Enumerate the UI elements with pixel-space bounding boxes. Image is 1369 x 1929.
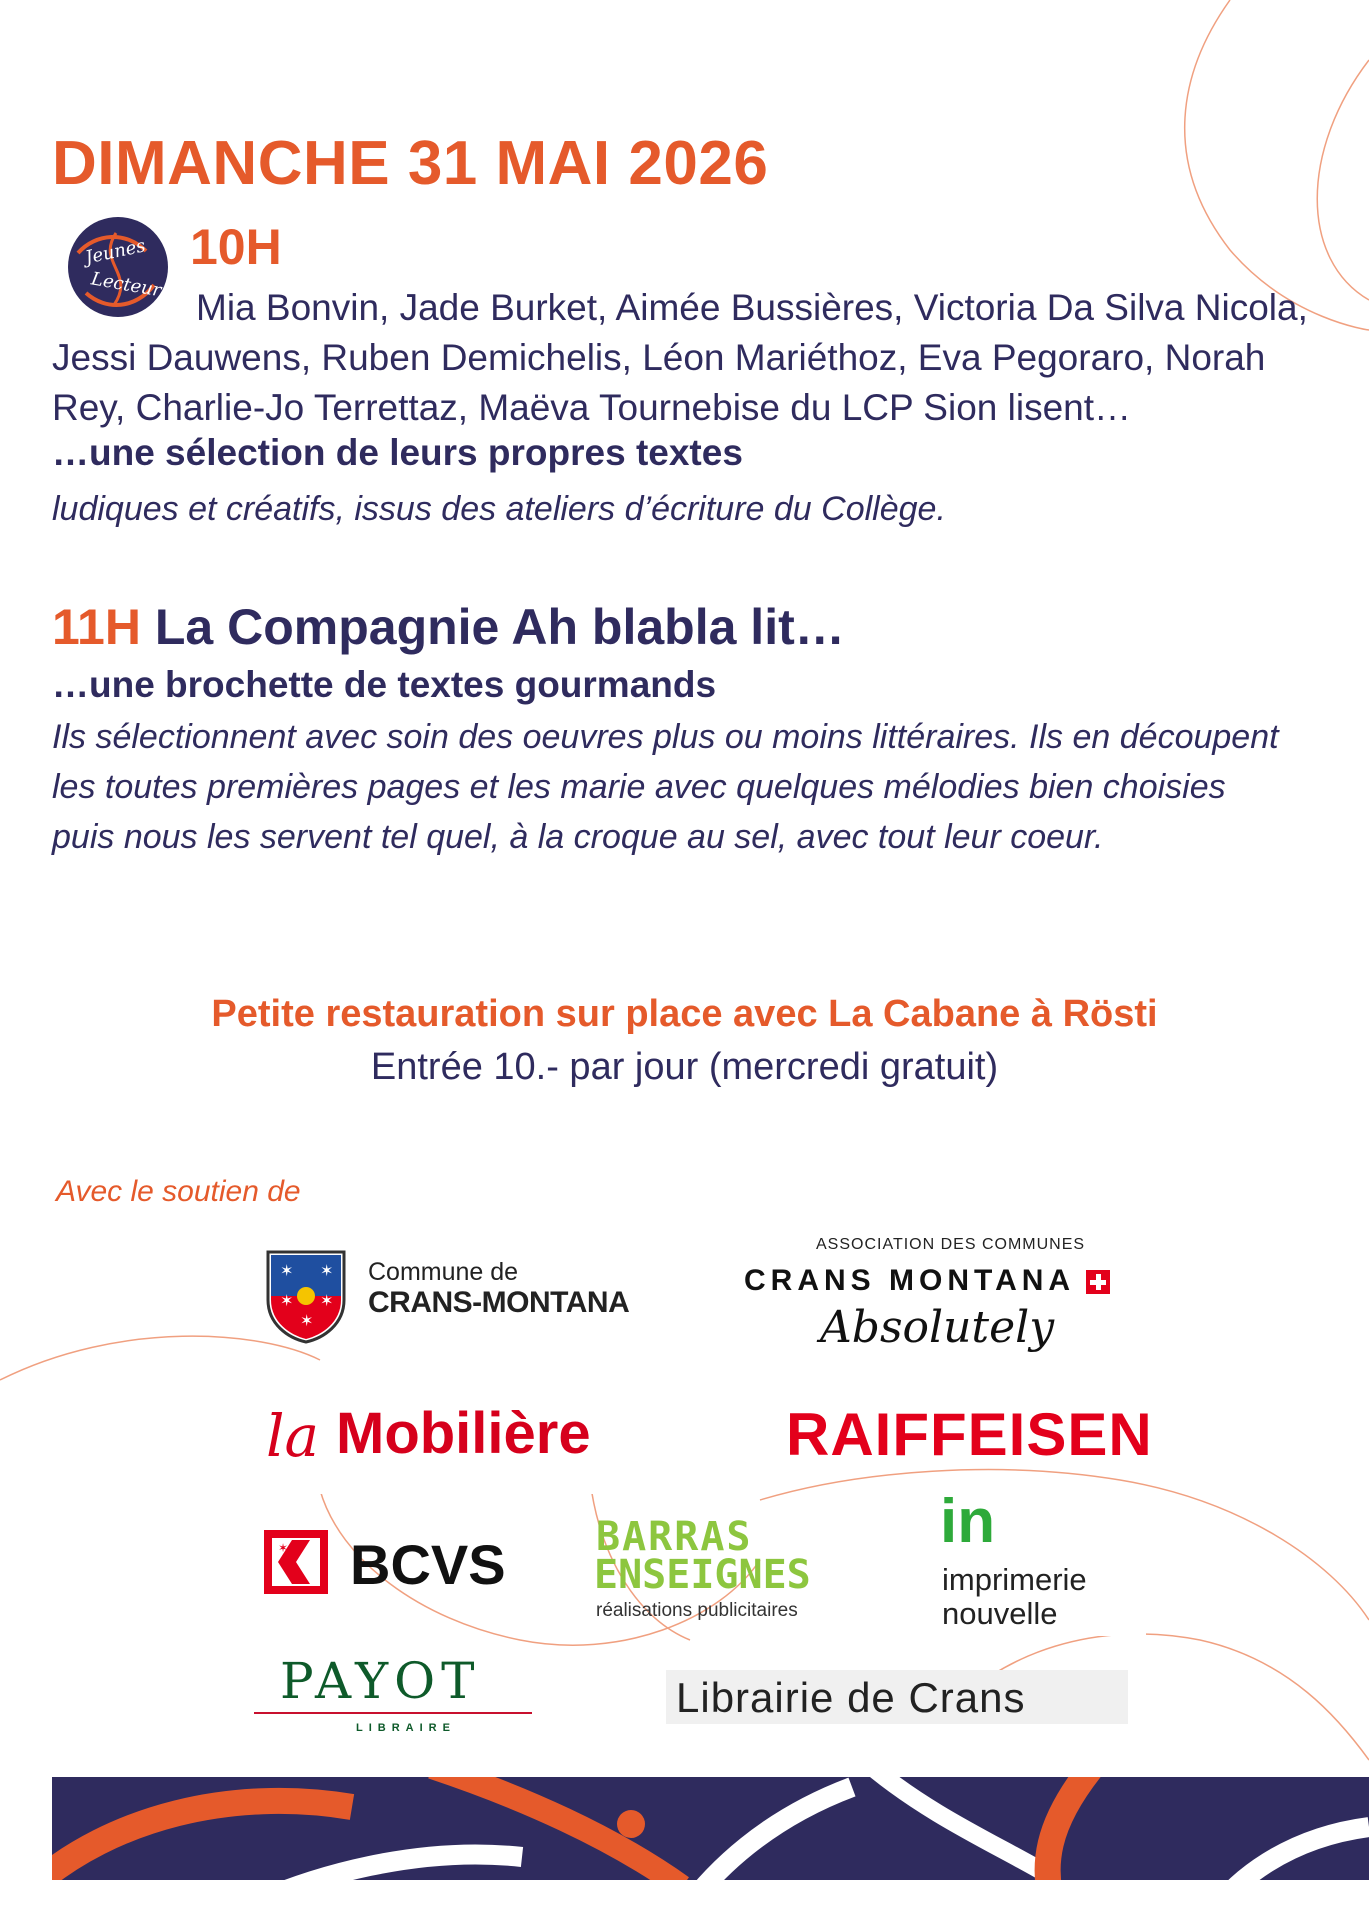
imprimerie-line1: imprimerie (942, 1562, 1087, 1597)
barras-line2: ENSEIGNES (594, 1552, 811, 1598)
coat-of-arms-icon (264, 1248, 348, 1344)
event1-time: 10H (190, 219, 282, 275)
sponsor-commune-crans-montana (264, 1248, 664, 1344)
event2-heading (52, 598, 845, 656)
sponsor-librairie-de-crans (666, 1670, 1128, 1724)
mobiliere-prefix: la (266, 1402, 320, 1470)
sponsor-barras-enseignes (594, 1514, 834, 1624)
event2-title: La Compagnie Ah blabla lit… (154, 599, 845, 655)
sponsor-la-mobiliere (226, 1364, 626, 1494)
swiss-flag-icon (1086, 1270, 1110, 1294)
payot-rule (254, 1712, 532, 1714)
event2-time: 11H (52, 599, 141, 655)
bottom-margin (0, 1880, 1369, 1929)
payot-sub: LIBRAIRE (356, 1722, 456, 1734)
imprimerie-line2: nouvelle (942, 1596, 1058, 1631)
logo-text-bottom: Lecteurs (89, 268, 173, 303)
event1-subtitle: …une sélection de leurs propres textes (52, 432, 743, 473)
svg-text:✶: ✶ (278, 1541, 289, 1555)
payot-name: PAYOT (280, 1652, 481, 1710)
svg-text:✶: ✶ (280, 1261, 294, 1280)
acm-line3: Absolutely (820, 1302, 1055, 1353)
commune-line2: CRANS-MONTANA (368, 1286, 630, 1319)
page-title: DIMANCHE 31 MAI 2026 (52, 129, 769, 198)
event1-description: ludiques et créatifs, issus des ateliers d’écriture du Collège. (52, 490, 946, 528)
sponsors-label: Avec le soutien de (56, 1175, 301, 1208)
acm-line2: CRANS MONTANA (744, 1264, 1076, 1297)
mobiliere-name: Mobilière (336, 1401, 591, 1466)
sponsor-bcvs (264, 1530, 504, 1596)
entry-price: Entrée 10.- par jour (mercredi gratuit) (370, 1046, 999, 1088)
svg-text:✶: ✶ (320, 1291, 334, 1310)
imprimerie-mark: in (940, 1487, 996, 1556)
librairie-name: Librairie de Crans (676, 1674, 1026, 1721)
bcvs-logo-icon (264, 1530, 328, 1594)
svg-text:✶: ✶ (320, 1261, 334, 1280)
sponsor-acm-crans-montana (740, 1236, 1120, 1376)
logo-text-top: Jeunes (83, 235, 148, 269)
event1-readers: Mia Bonvin, Jade Burket, Aimée Bussières, Victoria Da Silva Nicola, Jessi Dauwens, Ruben Demichelis, Léon Mariéthoz, Eva Pegoraro, Norah Rey, Charlie-Jo Terrettaz, Maëva Tournebise du LCP Sion lisent… (52, 287, 1308, 428)
restauration-info: Petite restauration sur place avec La Cabane à Rösti (211, 993, 1158, 1035)
barras-line1: BARRAS (596, 1514, 753, 1560)
svg-text:✶: ✶ (280, 1291, 294, 1310)
event2-description: Ils sélectionnent avec soin des oeuvres plus ou moins littéraires. Ils en découpent les toutes premières pages et les marie avec quelques mélodies bien choisies puis nous les servent tel quel, à la croque au sel, avec tout leur coeur. (52, 718, 1279, 856)
commune-line1: Commune de (368, 1258, 519, 1286)
event2-subtitle: …une brochette de textes gourmands (52, 664, 717, 705)
sponsor-payot (254, 1652, 532, 1742)
svg-text:✶: ✶ (300, 1311, 314, 1330)
acm-line1: ASSOCIATION DES COMMUNES (816, 1236, 1086, 1253)
bcvs-name: BCVS (350, 1533, 506, 1596)
sponsor-imprimerie-nouvelle (936, 1487, 1146, 1636)
sponsor-raiffeisen: RAIFFEISEN (786, 1401, 1153, 1468)
barras-line3: réalisations publicitaires (596, 1600, 798, 1621)
